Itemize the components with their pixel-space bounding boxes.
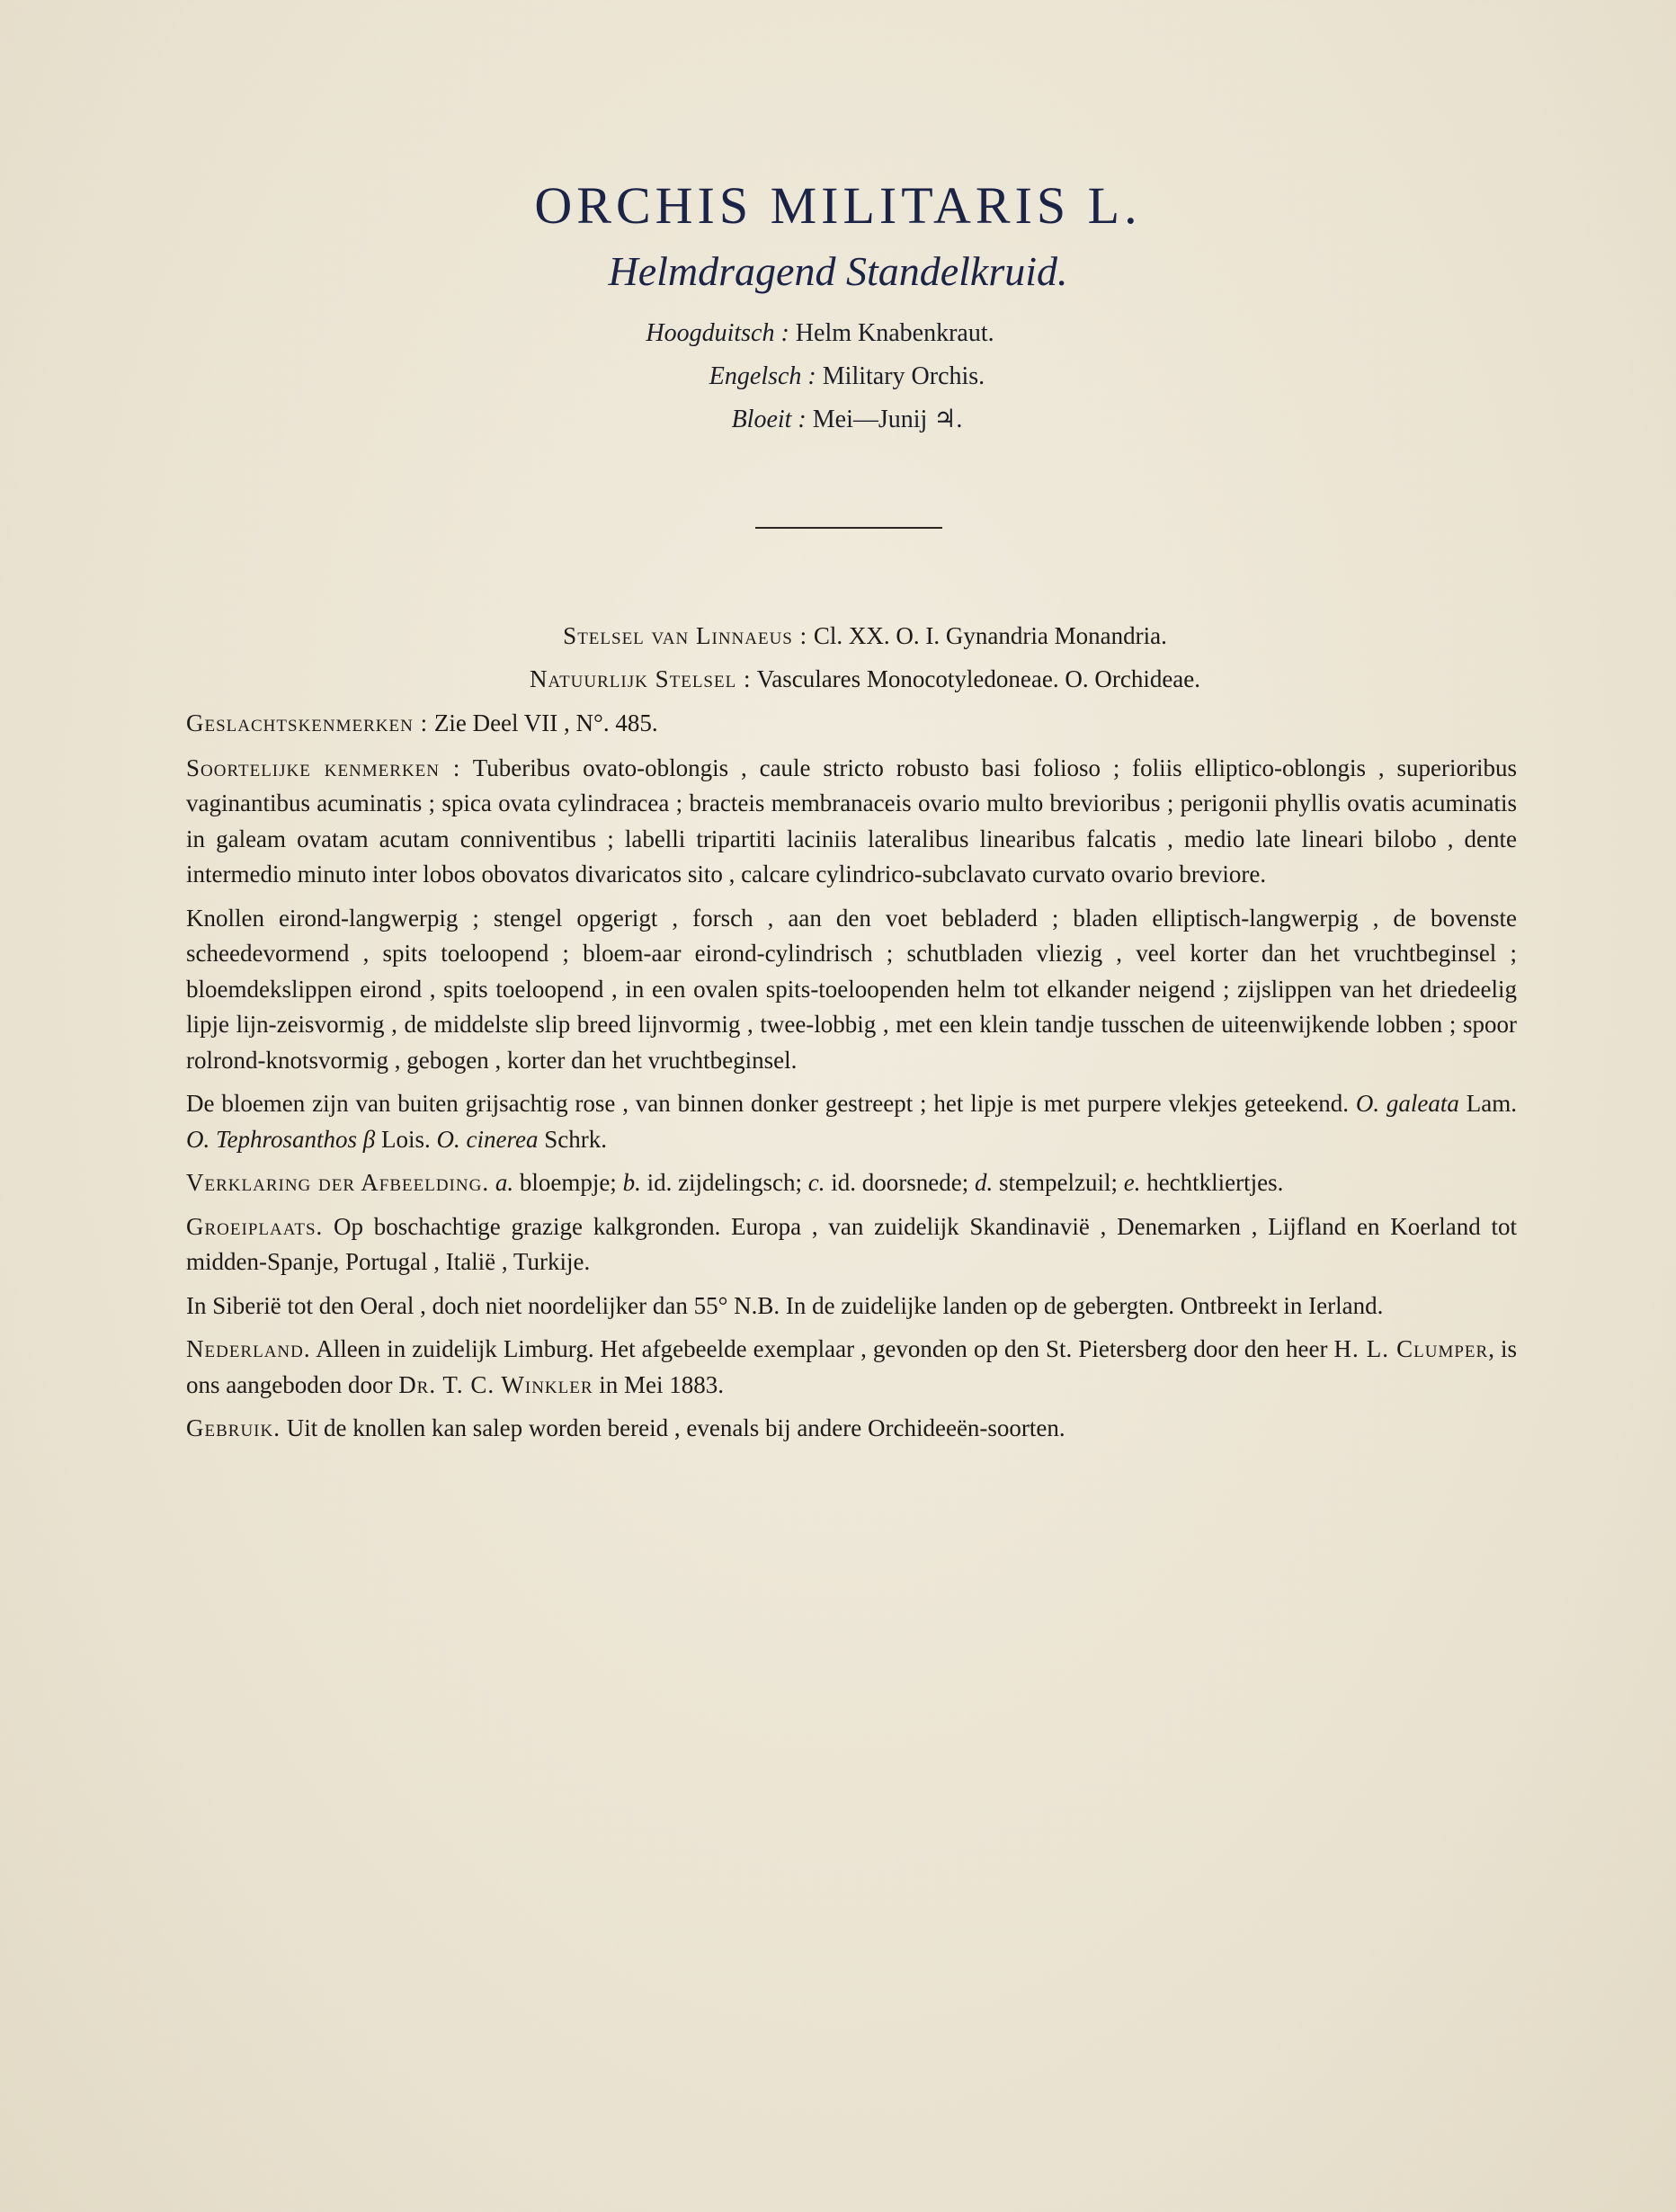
linnaeus-system-line: [27, 622, 1676, 650]
netherlands-paragraph: [186, 1332, 1517, 1403]
bloom-line: [9, 404, 1676, 434]
fig-b-text: id. zijdelingsch;: [646, 1169, 803, 1196]
genus-paragraph: [186, 706, 1517, 742]
netherlands-label: Nederland.: [186, 1335, 311, 1362]
fig-b-key: b.: [622, 1169, 641, 1196]
english-name-line: [9, 362, 1676, 391]
bloom-value: Mei—Junij ♃.: [812, 406, 963, 433]
person-clumper: H. L. Clumper: [1333, 1335, 1489, 1362]
species-paragraph: [186, 751, 1517, 893]
fig-a-key: a.: [495, 1169, 514, 1196]
genus-value: Zie Deel VII , N°. 485.: [433, 709, 658, 736]
habitat-text: Op boschachtige grazige kalkgronden. Europa , van zuidelijk Skandinavië , Denemarken , Lijfland en Koerland tot midden-Spanje, Portugal , Italië , Turkije.: [186, 1212, 1518, 1275]
fig-c-text: id. doorsnede;: [831, 1169, 969, 1196]
habitat-label: Groeiplaats.: [186, 1212, 324, 1240]
netherlands-text-a: Alleen in zuidelijk Limburg. Het afgebeelde exemplaar , gevonden op den St. Pietersberg door den heer: [316, 1335, 1328, 1362]
author-1: Lam.: [1466, 1090, 1517, 1117]
netherlands-text-c: in Mei 1883.: [599, 1370, 725, 1398]
synonym-1: O. galeata: [1355, 1090, 1459, 1117]
person-winkler: Dr. T. C. Winkler: [398, 1370, 593, 1398]
habitat-paragraph: [186, 1209, 1517, 1280]
linnaeus-value: Cl. XX. O. I. Gynandria Monandria.: [813, 622, 1167, 649]
body-text: [186, 706, 1517, 1455]
genus-label: Geslachtskenmerken :: [186, 709, 429, 736]
page-title: ORCHIS MILITARIS L.: [534, 176, 1142, 235]
use-label: Gebruik.: [186, 1414, 281, 1441]
description-paragraph: Knollen eirond-langwerpig ; stengel opgerigt , forsch , aan den voet bebladerd ; bladen elliptisch-langwerpig , de bovenste scheedevormend , spits toeloopend ; bloem-aar eirond-cylindrisch ; schutbladen vliezig , veel korter dan het vruchtbeginsel ; bloemdekslippen eirond , spits toeloopend , in een ovalen spits-toeloopenden helm tot elkander neigend ; zijslippen van het driedeelig lipje lijn-zeisvormig , de middelste slip breed lijnvormig , twee-lobbig , met een klein tandje tusschen de uiteenwijkende lobben ; spoor rolrond-knotsvormig , gebogen , korter dan het vruchtbeginsel.: [186, 904, 1517, 1074]
linnaeus-label: Stelsel van Linnaeus :: [563, 622, 808, 649]
german-label: Hoogduitsch :: [646, 319, 789, 347]
fig-e-key: e.: [1123, 1169, 1141, 1196]
species-label: Soortelijke kenmerken :: [186, 754, 461, 781]
species-text: Tuberibus ovato-oblongis , caule stricto robusto basi folioso ; foliis elliptico-oblongis , superioribus vaginantibus acuminatis ; spica ovata cylindracea ; bracteis membranaceis ovario multo brevioribus ; perigonii phyllis ovatis acuminatis in galeam ovatam acutam conniventibus ; labelli tripartiti laciniis lateralibus linearibus falcatis , medio late lineari bilobo , dente intermedio minuto inter lobos obovatos divaricatos sito , calcare cylindrico-subclavato curvato ovario breviore.: [186, 754, 1517, 887]
author-2: Lois.: [381, 1125, 431, 1153]
fig-c-key: c.: [807, 1169, 825, 1196]
natural-label: Natuurlijk Stelsel :: [529, 665, 752, 692]
figures-paragraph: [186, 1165, 1517, 1201]
fig-d-text: stempelzuil;: [999, 1169, 1118, 1196]
habitat-paragraph-2: In Siberië tot den Oeral , doch niet noordelijker dan 55° N.B. In de zuidelijke landen op de gebergten. Ontbreekt in Ierland.: [186, 1291, 1384, 1319]
natural-system-line: [27, 665, 1676, 693]
german-value: Helm Knabenkraut.: [795, 319, 994, 347]
fig-a-text: bloempje;: [519, 1169, 617, 1196]
english-value: Military Orchis.: [822, 362, 985, 390]
netherlands-text-b: , is ons aangeboden door: [186, 1335, 1518, 1398]
divider: [755, 527, 942, 529]
natural-value: Vasculares Monocotyledoneae. O. Orchideae.: [756, 665, 1201, 692]
synonym-2: O. Tephrosanthos β: [186, 1125, 376, 1153]
page-subtitle: Helmdragend Standelkruid.: [608, 248, 1068, 294]
synonym-3: O. cinerea: [436, 1125, 539, 1153]
fig-e-text: hechtkliertjes.: [1146, 1169, 1284, 1196]
author-3: Schrk.: [544, 1125, 607, 1153]
colour-paragraph: [186, 1086, 1517, 1157]
german-name-line: [0, 319, 1658, 348]
bloom-label: Bloeit :: [731, 406, 807, 433]
use-text: Uit de knollen kan salep worden bereid , evenals bij andere Orchideeën-soorten.: [286, 1414, 1065, 1441]
english-label: Engelsch :: [709, 362, 816, 390]
figures-label: Verklaring der Afbeelding.: [186, 1169, 490, 1196]
colour-text: De bloemen zijn van buiten grijsachtig rose , van binnen donker gestreept ; het lipje is met purpere vlekjes geteekend.: [186, 1090, 1349, 1117]
use-paragraph: [186, 1411, 1517, 1447]
fig-d-key: d.: [975, 1169, 994, 1196]
